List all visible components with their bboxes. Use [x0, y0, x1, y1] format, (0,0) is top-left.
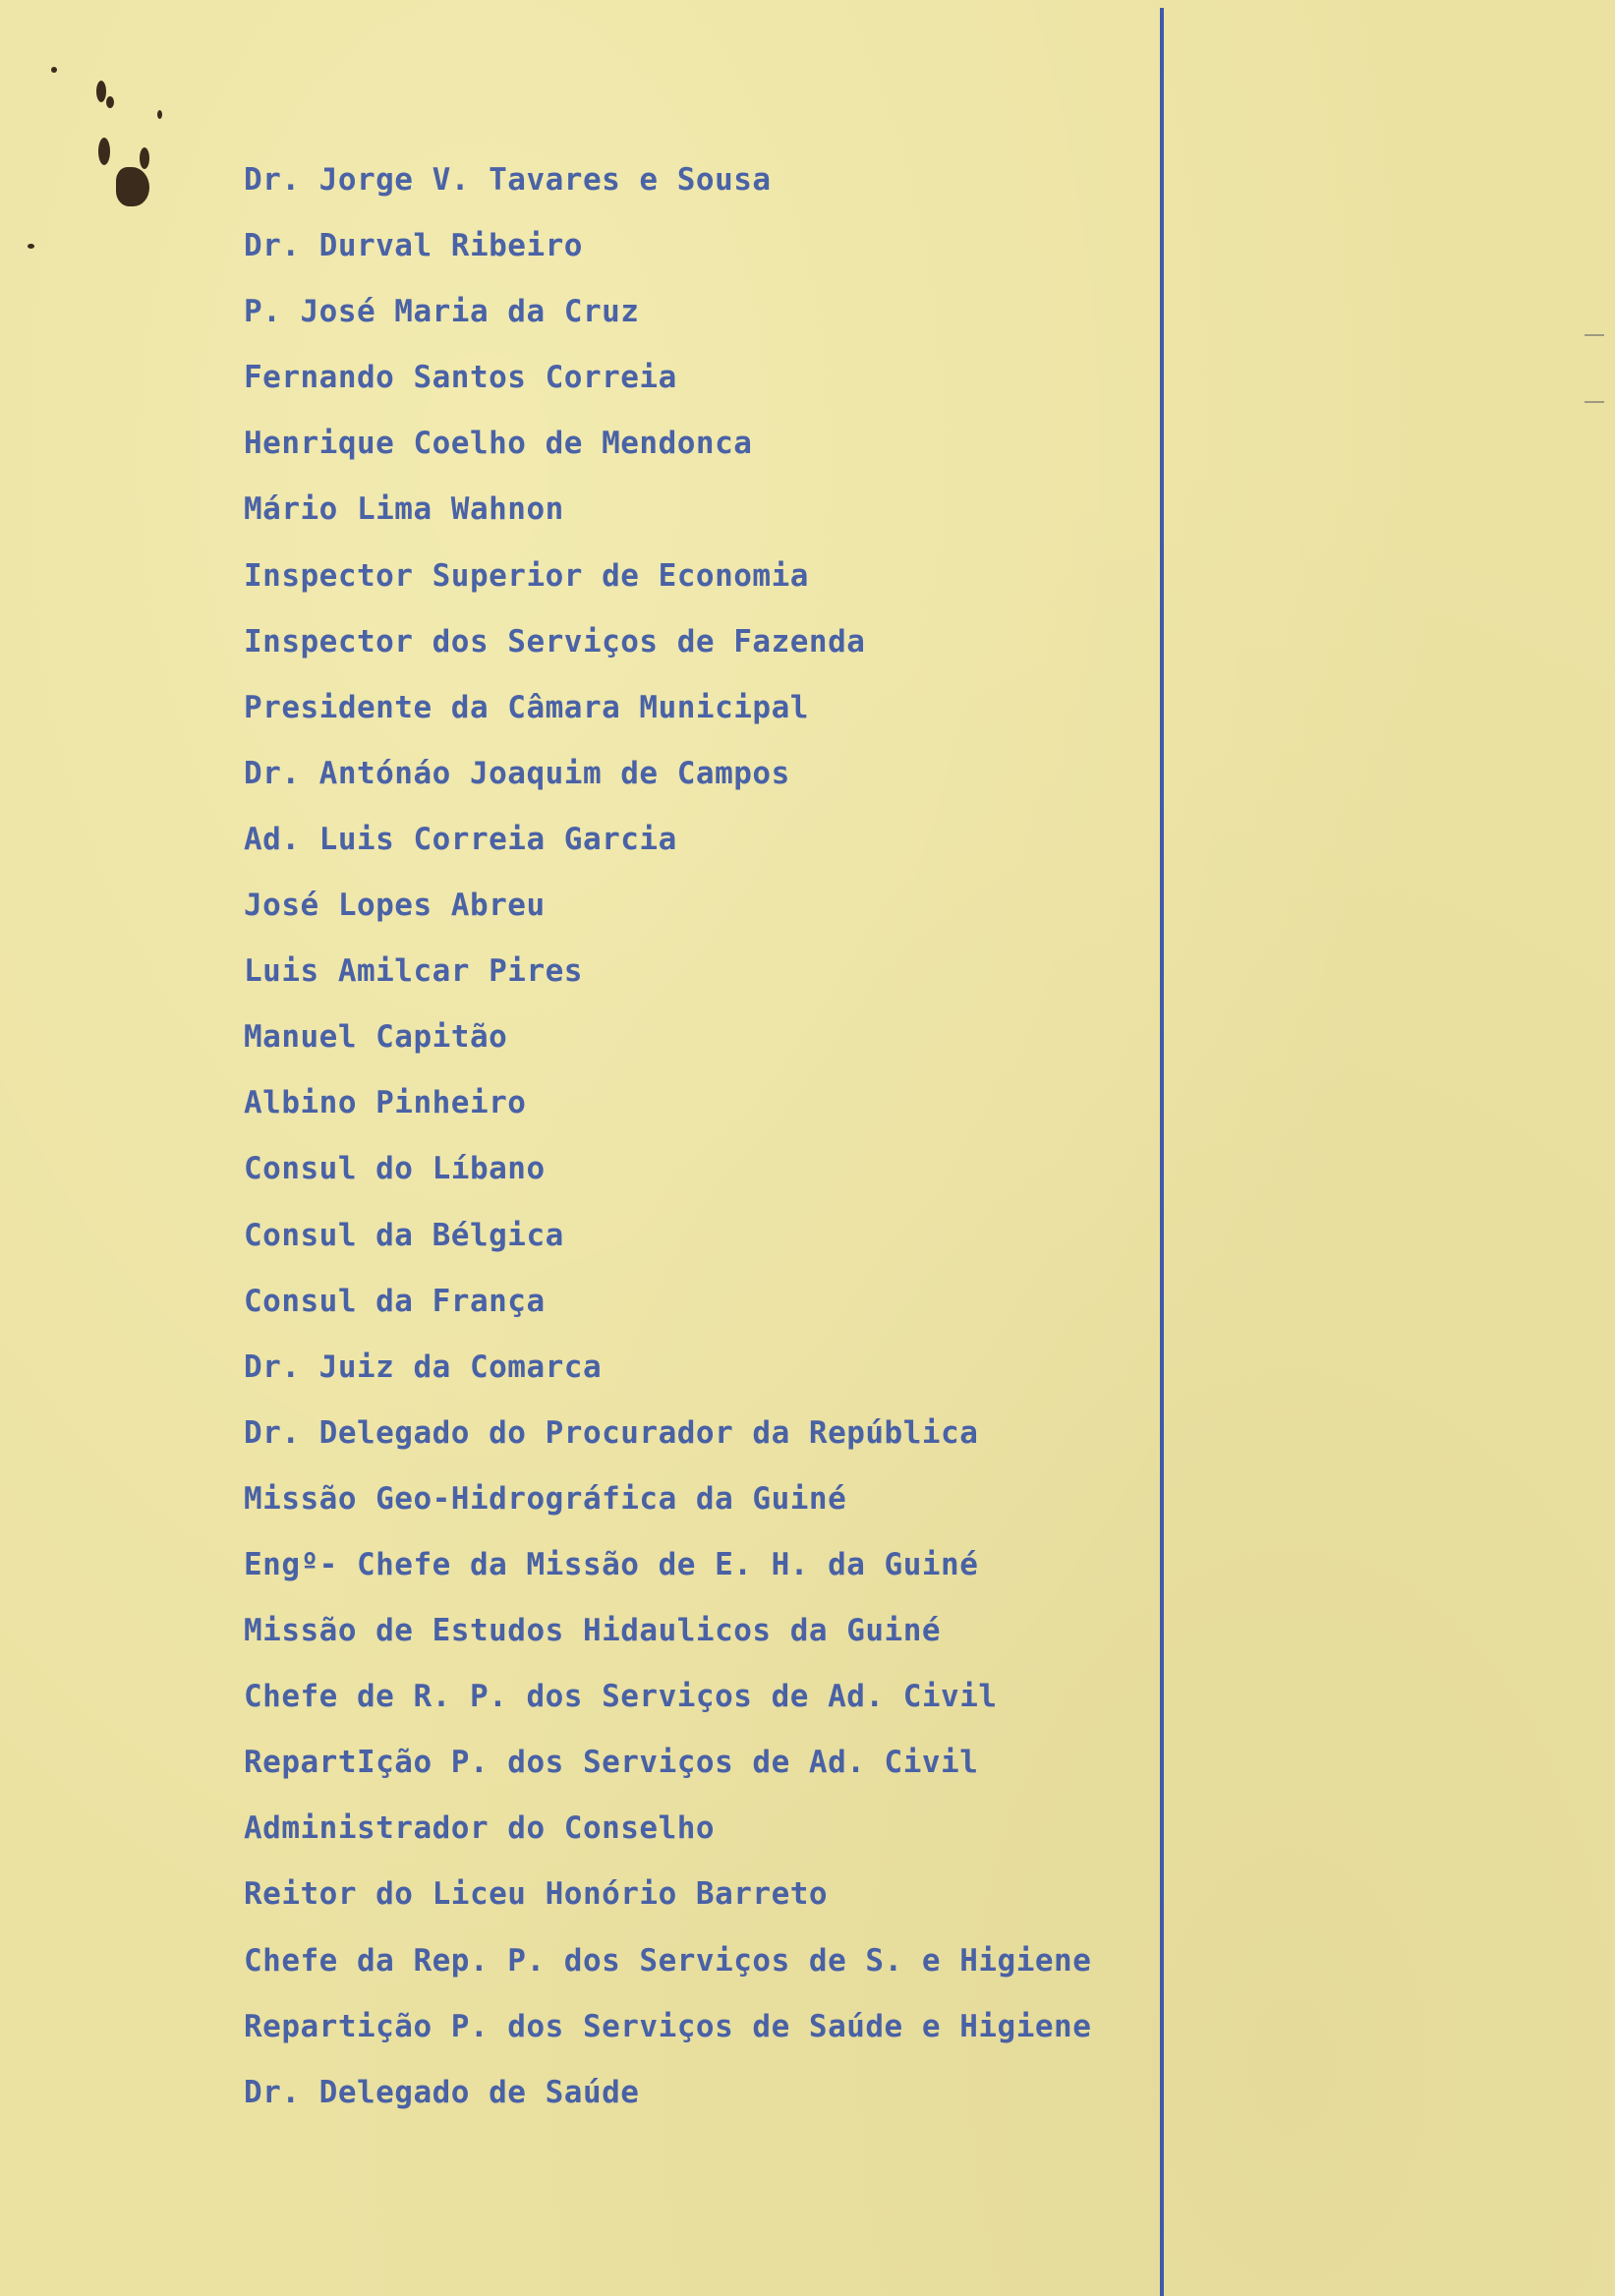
list-item: Dr. Delegado de Saúde	[244, 2074, 640, 2110]
list-item: Chefe de R. P. dos Serviços de Ad. Civil	[244, 1679, 998, 1715]
list-item: José Lopes Abreu	[244, 888, 546, 924]
edge-mark	[1585, 401, 1604, 403]
list-item: Manuel Capitão	[244, 1019, 508, 1056]
list-item: Consul da Bélgica	[244, 1217, 564, 1253]
list-item: Missão Geo-Hidrográfica da Guiné	[244, 1480, 847, 1517]
list-item: Ad. Luis Correia Garcia	[244, 821, 677, 857]
margin-line	[1160, 8, 1164, 2296]
list-item: Reitor do Liceu Honório Barreto	[244, 1876, 829, 1913]
list-item: Dr. Durval Ribeiro	[244, 228, 583, 264]
list-item: Engº- Chefe da Missão de E. H. da Guiné	[244, 1546, 979, 1582]
list-item: Fernando Santos Correia	[244, 360, 677, 396]
list-item: Dr. Delegado do Procurador da República	[244, 1414, 979, 1451]
recipient-list	[244, 147, 1091, 2126]
list-item: Administrador do Conselho	[244, 1810, 716, 1847]
list-item: RepartIção P. dos Serviços de Ad. Civil	[244, 1745, 979, 1781]
list-item: Albino Pinheiro	[244, 1085, 527, 1121]
list-item: Consul do Líbano	[244, 1151, 546, 1187]
list-item: Inspector dos Serviços de Fazenda	[244, 623, 866, 660]
list-item: Repartição P. dos Serviços de Saúde e Higiene	[244, 2008, 1092, 2044]
list-item: Mário Lima Wahnon	[244, 491, 564, 528]
edge-mark	[1585, 334, 1604, 336]
list-item: Consul da França	[244, 1283, 546, 1319]
list-item: Dr. Jorge V. Tavares e Sousa	[244, 162, 772, 198]
list-item: Henrique Coelho de Mendonca	[244, 426, 753, 462]
list-item: Inspector Superior de Economia	[244, 557, 809, 594]
list-item: Missão de Estudos Hidaulicos da Guiné	[244, 1613, 942, 1649]
list-item: Chefe da Rep. P. dos Serviços de S. e Higiene	[244, 1942, 1092, 1979]
list-item: Luis Amilcar Pires	[244, 953, 583, 990]
list-item: P. José Maria da Cruz	[244, 294, 640, 330]
list-item: Presidente da Câmara Municipal	[244, 689, 809, 725]
list-item: Dr. Antónáo Joaquim de Campos	[244, 755, 790, 791]
list-item: Dr. Juiz da Comarca	[244, 1349, 603, 1385]
